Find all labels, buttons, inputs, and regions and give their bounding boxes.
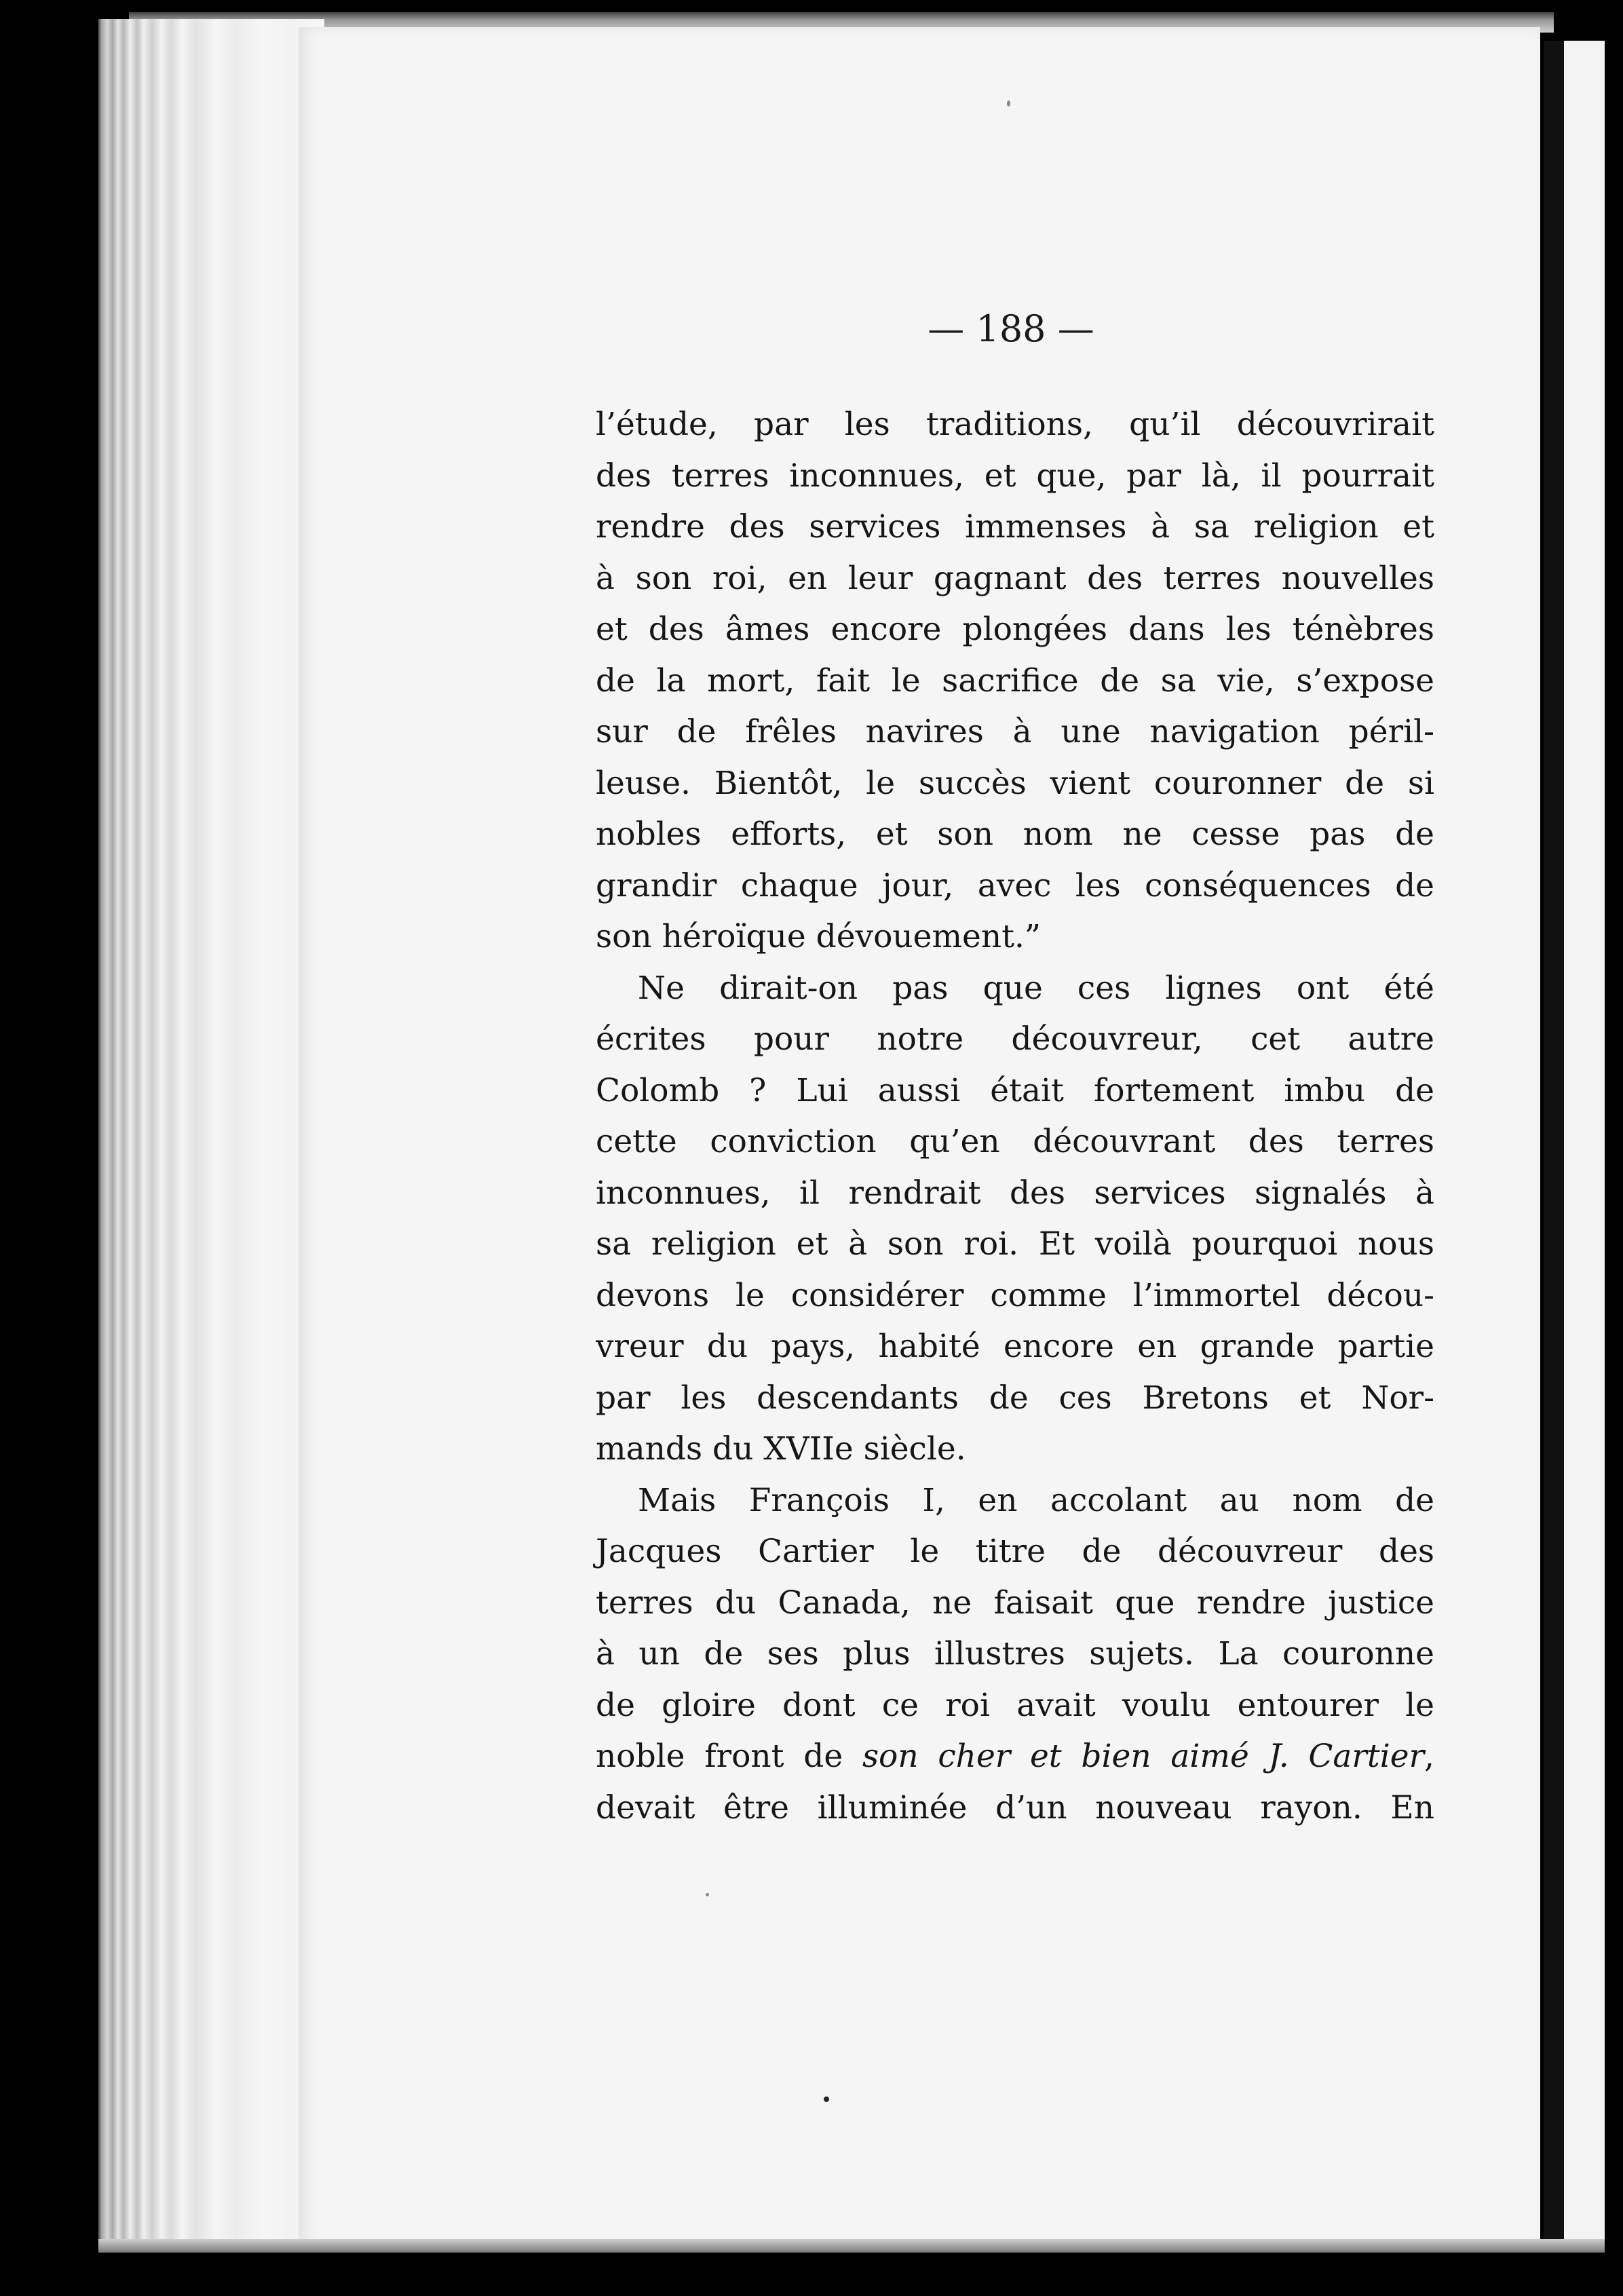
text-line: de gloire dont ce roi avait voulu entourer le — [596, 1686, 1434, 1724]
text-line: Mais François I, en accolant au nom de — [638, 1481, 1434, 1519]
text-line: des terres inconnues, et que, par là, il pourrait — [596, 457, 1434, 495]
text-line: sa religion et à son roi. Et voilà pourquoi nous — [596, 1225, 1434, 1263]
text-line: à un de ses plus illustres sujets. La couronne — [596, 1635, 1434, 1672]
page-number: — 188 — — [928, 307, 1094, 350]
text-line: Jacques Cartier le titre de découvreur des — [596, 1533, 1434, 1570]
text-line-mixed — [596, 1731, 1434, 1782]
scan-speck — [1007, 100, 1010, 107]
text-line: sur de frêles navires à une navigation péril- — [596, 713, 1434, 750]
text-line: grandir chaque jour, avec les conséquences de — [596, 866, 1434, 904]
text-line: vreur du pays, habité encore en grande partie — [596, 1328, 1434, 1365]
scan-speck — [706, 1893, 709, 1896]
text-line: par les descendants de ces Bretons et Nor- — [596, 1379, 1434, 1417]
facing-page-edge — [1564, 41, 1605, 2239]
scan-speck — [824, 2097, 829, 2102]
text-line: écrites pour notre découvreur, cet autre — [596, 1020, 1434, 1058]
text-line: devons le considérer comme l’immortel décou- — [596, 1276, 1434, 1314]
text-line: terres du Canada, ne faisait que rendre justice — [596, 1584, 1434, 1622]
book-bottom-edge — [98, 2239, 1605, 2253]
text-line: de la mort, fait le sacrifice de sa vie, s’expose — [596, 662, 1434, 700]
text-segment: , — [1424, 1738, 1434, 1775]
text-line: nobles efforts, et son nom ne cesse pas de — [596, 816, 1434, 853]
stacked-page-edges — [98, 19, 324, 2251]
text-segment: noble front de — [596, 1738, 862, 1775]
text-line: Colomb ? Lui aussi était fortement imbu de — [596, 1071, 1434, 1109]
text-line: cette conviction qu’en découvrant des terres — [596, 1123, 1434, 1160]
text-line: rendre des services immenses à sa religion et — [596, 508, 1434, 546]
body-text — [596, 399, 1434, 1833]
book-spine-shadow — [1544, 41, 1564, 2239]
text-line: devait être illuminée d’un nouveau rayon. En — [596, 1788, 1434, 1826]
text-line: Ne dirait-on pas que ces lignes ont été — [638, 969, 1434, 1007]
text-line: et des âmes encore plongées dans les ténèbres — [596, 611, 1434, 648]
italic-text-segment: son cher et bien aimé J. Cartier — [862, 1738, 1425, 1775]
text-line: son héroïque dévouement.” — [596, 918, 1041, 955]
text-line: mands du XVIIe siècle. — [596, 1430, 966, 1468]
text-line: inconnues, il rendrait des services signalés à — [596, 1174, 1434, 1212]
text-line: à son roi, en leur gagnant des terres nouvelles — [596, 559, 1434, 597]
text-line: leuse. Bientôt, le succès vient couronner de si — [596, 764, 1434, 802]
text-line: l’étude, par les traditions, qu’il découvrirait — [596, 406, 1434, 443]
